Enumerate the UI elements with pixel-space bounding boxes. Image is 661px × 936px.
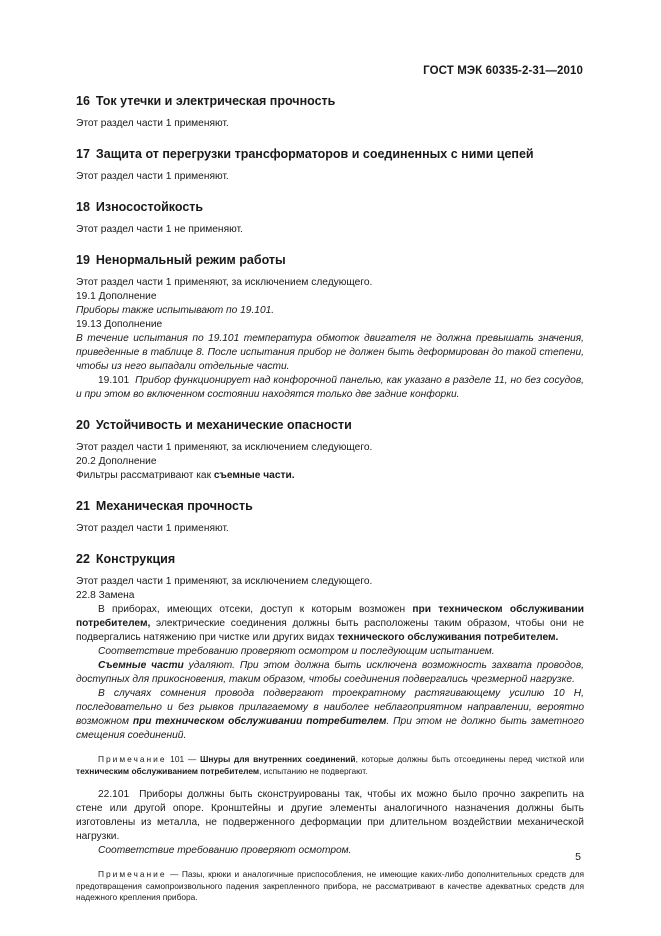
section-number: 19: [76, 253, 90, 267]
clause-19-101: [76, 374, 584, 402]
section-20-heading: [76, 416, 584, 434]
compliance-check-2: Соответствие требованию проверяют осмотром.: [98, 845, 352, 856]
section-title: Износостойкость: [95, 200, 204, 214]
section-16-heading: [76, 92, 584, 110]
compliance-check-1: Соответствие требованию проверяют осмотром и последующим испытанием.: [98, 646, 495, 657]
text-run: , испытанию не подвергают.: [259, 765, 368, 776]
section-number: 21: [76, 499, 90, 513]
text-run: В приборах, имеющих отсеки, доступ к которым возможен: [98, 604, 413, 615]
clause-text: Прибор функционирует над конфорочной панелью, как указано в разделе 11, но без сосудов, и при этом во включенном состоянии находятся только две задние конфорки.: [76, 375, 584, 400]
section-21-text: Этот раздел части 1 применяют.: [76, 523, 229, 534]
text-run: — Пазы, крюки и аналогичные приспособления, не имеющие каких-либо дополнительных средств для предотвращения самопроизвольного падения закрепленного прибора, не рассматривают в качестве адекватных средств для надежного крепления прибора.: [76, 869, 584, 902]
section-17-heading: [76, 145, 584, 163]
section-19-intro: Этот раздел части 1 применяют, за исключением следующего.: [76, 277, 373, 288]
clause-number: 22.101: [98, 789, 130, 800]
page-content: [76, 92, 584, 904]
section-title: Защита от перегрузки трансформаторов и соединенных с ними цепей: [95, 147, 534, 161]
text-run: В случаях сомнения провода подвергают троекратному растягивающему усилию 10 Н, последовательно и без рывков прилагаемому в наиболее неблагоприятном направлении, вероятно возможном: [76, 688, 584, 727]
subsection-22-8: 22.8 Замена: [76, 590, 135, 601]
subsection-19-13-text: В течение испытания по 19.101 температура обмоток двигателя не должна превышать значения, приведенные в таблице 8. После испытания прибор не должен быть деформирован до такой степени, чтобы из него выпадали отдельные части.: [76, 333, 584, 372]
section-18-heading: [76, 198, 584, 216]
section-17-text: Этот раздел части 1 применяют.: [76, 171, 229, 182]
text-run: , которые должны быть отсоединены перед чисткой или: [355, 754, 584, 764]
section-21-heading: [76, 497, 584, 515]
term: при техническом обслуживании потребителем: [132, 716, 387, 727]
section-title: Устойчивость и механические опасности: [95, 418, 352, 432]
replacement-paragraph-1: [76, 603, 584, 645]
note-101: [76, 754, 584, 777]
section-number: 16: [76, 94, 90, 108]
section-number: 18: [76, 200, 90, 214]
note-label: Примечание: [98, 869, 167, 879]
text-run: . При этом не должно быть заметного смещения соединений.: [76, 716, 584, 741]
term: Съемные части: [98, 660, 184, 671]
section-number: 17: [76, 147, 90, 161]
term: технического обслуживания потребителем.: [337, 632, 559, 643]
section-22-heading: [76, 550, 584, 568]
term: техническим обслуживанием потребителем: [76, 765, 260, 776]
section-number: 20: [76, 418, 90, 432]
clause-text: Приборы должны быть сконструированы так, чтобы их можно было прочно закрепить на стене или другой опоре. Кронштейны и другие элементы аналогичного назначения должны быть изготовлены из металла, не подверженного деформации при длительном воздействии механической нагрузки.: [76, 789, 584, 842]
text-run: электрические соединения должны быть расположены таким образом, чтобы они не подвергались натяжению при чистке или других видах: [76, 618, 584, 643]
filters-term: съемные части.: [213, 470, 295, 481]
standard-header: ГОСТ МЭК 60335-2-31—2010: [423, 65, 583, 77]
term: Шнуры для внутренних соединений: [199, 754, 356, 764]
replacement-paragraph-4: [76, 687, 584, 743]
section-18-text: Этот раздел части 1 не применяют.: [76, 224, 243, 235]
text-run: удаляют. При этом должна быть исключена возможность захвата проводов, доступных для прикосновения, таким образом, чтобы соединения подвергались чрезмерной нагрузке.: [76, 660, 584, 685]
section-title: Механическая прочность: [95, 499, 253, 513]
subsection-19-13: 19.13 Дополнение: [76, 319, 163, 330]
page-number: 5: [575, 851, 581, 863]
note-label: Примечание: [98, 754, 167, 764]
section-19-heading: [76, 251, 584, 269]
section-22-intro: Этот раздел части 1 применяют, за исключением следующего.: [76, 576, 373, 587]
section-20-intro: Этот раздел части 1 применяют, за исключением следующего.: [76, 442, 373, 453]
replacement-paragraph-3: [76, 659, 584, 687]
subsection-19-1-text: Приборы также испытывают по 19.101.: [76, 305, 275, 316]
section-number: 22: [76, 552, 90, 566]
note-fixing: [76, 869, 584, 904]
subsection-20-2: 20.2 Дополнение: [76, 456, 157, 467]
clause-number: 19.101: [98, 375, 130, 386]
clause-22-101: [76, 788, 584, 844]
section-title: Конструкция: [95, 552, 176, 566]
text-run: 101 —: [166, 754, 200, 764]
section-title: Ток утечки и электрическая прочность: [95, 94, 336, 108]
filters-text: Фильтры рассматривают как: [76, 470, 214, 481]
subsection-19-1: 19.1 Дополнение: [76, 291, 157, 302]
filters-statement: [76, 469, 584, 483]
term: при техническом обслуживании потребителем,: [76, 604, 584, 629]
section-16-text: Этот раздел части 1 применяют.: [76, 118, 229, 129]
section-title: Ненормальный режим работы: [95, 253, 286, 267]
